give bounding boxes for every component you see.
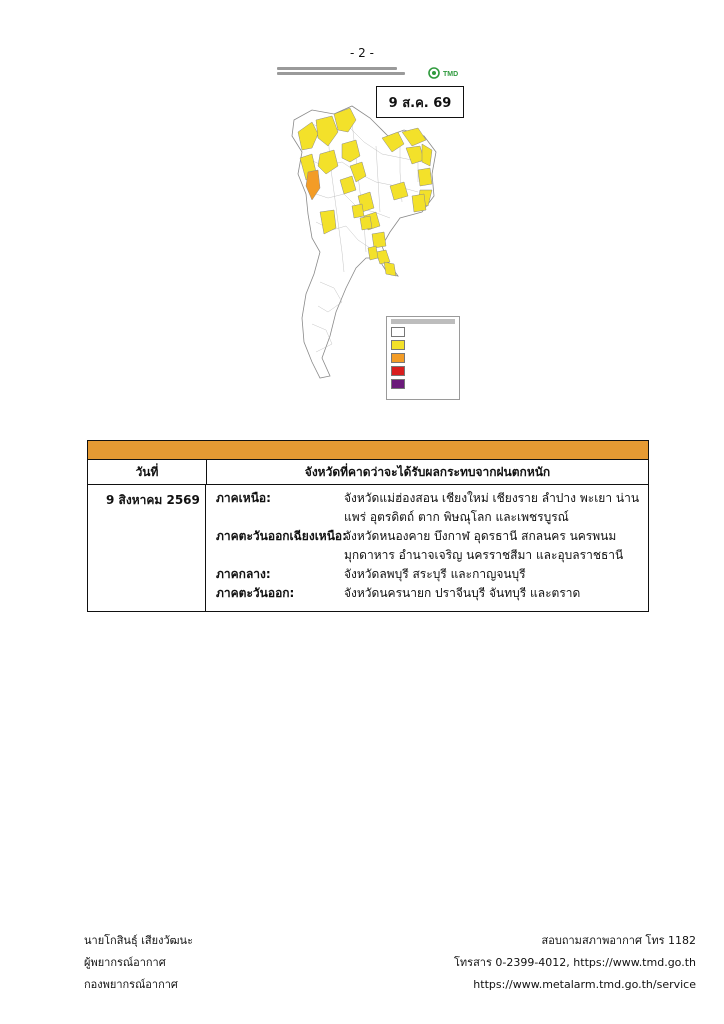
legend-item-yellow (387, 338, 459, 351)
map-date-label: 9 ส.ค. 69 (376, 86, 464, 118)
region-provinces: จังหวัดนครนายก ปราจีนบุรี จันทบุรี และตราด (344, 586, 581, 600)
forecaster-signature-block (84, 930, 193, 996)
region-name: ภาคกลาง: (216, 567, 271, 581)
contact-hotline: สอบถามสภาพอากาศ โทร 1182 (541, 934, 696, 947)
legend-item-white (387, 325, 459, 338)
table-row (88, 485, 648, 611)
region-name: ภาคตะวันออกเฉียงเหนือ: (216, 529, 347, 543)
contact-fax-website[interactable]: โทรสาร 0-2399-4012, https://www.tmd.go.th (454, 956, 696, 969)
forecaster-name: นายโกสินธุ์ เสียงวัฒนะ (84, 934, 193, 947)
region-provinces: จังหวัดหนองคาย บึงกาฬ อุดรธานี สกลนคร นครพนม มุกดาหาร อำนาจเจริญ นครราชสีมา และอุบลราชธานี (344, 529, 624, 562)
table-title-bar (88, 441, 648, 460)
region-northeast (216, 527, 642, 565)
legend-item-orange (387, 351, 459, 364)
table-header-row (88, 460, 648, 485)
heavy-rain-provinces-table (87, 440, 649, 612)
region-name: ภาคเหนือ: (216, 491, 271, 505)
region-list (206, 485, 648, 611)
row-date: 9 สิงหาคม 2569 (88, 485, 206, 611)
svg-text:TMD: TMD (443, 71, 459, 78)
contact-service-link[interactable]: https://www.metalarm.tmd.go.th/service (473, 978, 696, 991)
forecaster-division: กองพยากรณ์อากาศ (84, 978, 178, 991)
header-date: วันที่ (88, 460, 207, 484)
page-number: - 2 - (350, 46, 374, 60)
contact-info (454, 930, 696, 996)
region-east (216, 584, 642, 603)
legend-title-graphic (391, 319, 455, 324)
region-provinces: จังหวัดแม่ฮ่องสอน เชียงใหม่ เชียงราย ลำปาง พะเยา น่าน แพร่ อุตรดิตถ์ ตาก พิษณุโลก และเพชรบูรณ์ (344, 491, 640, 524)
legend-item-red (387, 364, 459, 377)
header-provinces: จังหวัดที่คาดว่าจะได้รับผลกระทบจากฝนตกหนัก (304, 464, 551, 479)
region-name: ภาคตะวันออก: (216, 586, 295, 600)
region-central (216, 565, 642, 584)
legend-item-purple (387, 377, 459, 390)
region-provinces: จังหวัดลพบุรี สระบุรี และกาญจนบุรี (344, 567, 526, 581)
region-north (216, 489, 642, 527)
forecaster-title: ผู้พยากรณ์อากาศ (84, 956, 166, 969)
map-legend (386, 316, 460, 400)
